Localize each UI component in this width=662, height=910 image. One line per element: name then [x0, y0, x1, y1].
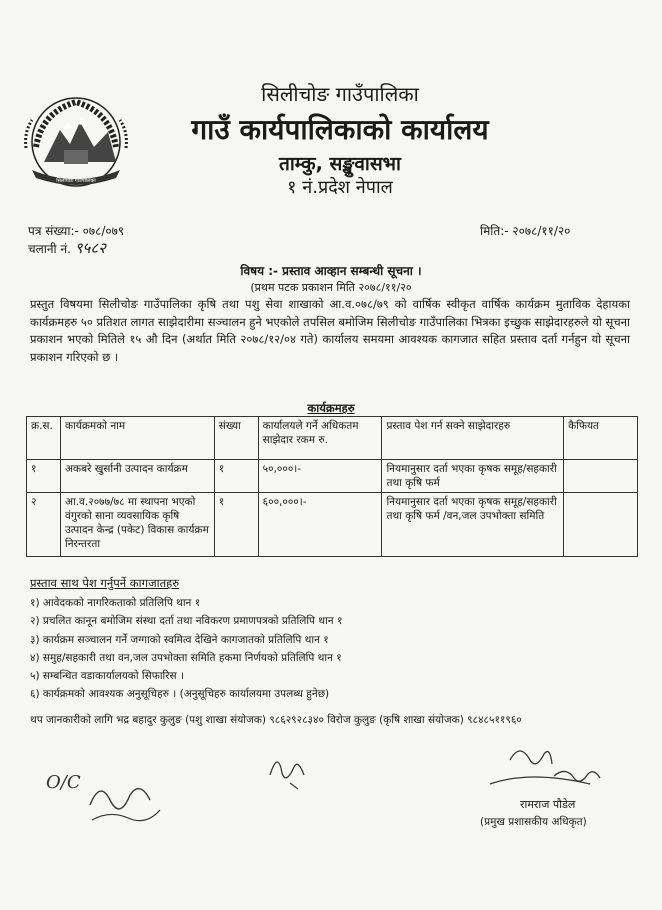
- dispatch-value: ९५८२: [74, 239, 106, 257]
- documents-list: [30, 594, 342, 704]
- notice-subject: विषय :- प्रस्ताव आव्हान सम्बन्धी सूचना ।: [240, 264, 422, 278]
- office-name: गाउँ कार्यपालिकाको कार्यालय: [191, 113, 489, 146]
- notice-body: प्रस्तुत विषयमा सिलीचोङ गाउँपालिका कृषि तथा पशु सेवा शाखाको आ.व.०७८/७९ को वार्षिक स्वीकृत वार्षिक कार्यक्रम मुताविक देहायका कार्यक्रमहरु ५० प्रतिशत लागत साझेदारीमा सञ्चालन हुने भएकोले तपसिल बमोजिम सिलीचोङ गाउँपालिका भित्रका इच्छुक साझेदारहरुले यो सूचना प्रकाशन भएको मितिले १५ औ दिन (अर्थात मिति २०७८/१२/०४ गते) कार्यालय समयमा आवश्यक कागजात सहित प्रस्ताव दर्ता गर्नहुन यो सूचना प्रकाशन गरिएको छ ।: [30, 297, 630, 364]
- cell-count: १: [214, 460, 258, 493]
- reference-number: पत्र संख्या:- ०७८/०७९: [28, 224, 125, 238]
- col-header-amount: कार्यालयले गर्ने अधिकतम साझेदार रकम रु.: [258, 417, 382, 460]
- officer-signature: [470, 740, 620, 800]
- initial-signature: [260, 745, 320, 795]
- nepal-emblem-logo: [22, 92, 130, 194]
- col-header-partners: प्रस्ताव पेश गर्न सक्ने साझेदारहरु: [382, 417, 564, 460]
- cell-partners: नियमानुसार दर्ता भएका कृषक समूह/सहकारी तथा कृषि फर्म: [382, 460, 564, 493]
- svg-text:O/C: O/C: [46, 772, 81, 793]
- list-item: ५) सम्बन्धित वडाकार्यालयको सिफारिस ।: [30, 670, 184, 683]
- cell-program: अकबरे खुर्सानी उत्पादन कार्यक्रम: [60, 460, 214, 493]
- province-name: १ नं.प्रदेश नेपाल: [287, 177, 393, 198]
- list-item: ३) कार्यक्रम सञ्चालन गर्ने जग्गाको स्वमित्व देखिने कागजातको प्रतिलिपि थान १: [30, 633, 329, 646]
- signatory-title: (प्रमुख प्रशासकीय अधिकृत): [480, 816, 587, 828]
- contact-info: थप जानकारीको लागि भद्र बहादुर कुलुङ (पशु शाखा संयोजक) ९८६२९२८३४० विरोज कुलुङ (कृषि शाखा संयोजक) ९८४८५११९६०: [30, 714, 522, 726]
- col-header-program: कार्यक्रमको नाम: [60, 417, 214, 460]
- dispatch-number: [28, 238, 106, 258]
- office-address: ताम्कु, सङ्खुवासभा: [279, 153, 401, 175]
- programs-table: [26, 416, 638, 557]
- cell-serial: २: [27, 493, 61, 557]
- col-header-remarks: कैफियत: [564, 417, 638, 460]
- col-header-count: संख्या: [214, 417, 258, 460]
- cell-serial: १: [27, 460, 61, 493]
- documents-title: प्रस्ताव साथ पेश गर्नुपर्ने कागजातहरु: [30, 576, 180, 590]
- list-item: ६) कार्यक्रमको आवश्यक अनुसूचिहरु । (अनुसूचिहरु कार्यालयमा उपलब्ध हुनेछ): [30, 688, 330, 701]
- cell-remarks: [564, 493, 638, 557]
- cell-amount: ६००,०००।-: [258, 493, 382, 557]
- list-item: १) आवेदकको नागरिकताको प्रतिलिपि थान १: [30, 597, 201, 609]
- cell-count: १: [214, 493, 258, 557]
- cell-remarks: [564, 460, 638, 493]
- list-item: ४) समुह/सहकारी तथा वन,जल उपभोक्ता समिति हकमा निर्णयको प्रतिलिपि थान १: [30, 651, 342, 664]
- col-header-serial: क्र.स.: [27, 417, 61, 460]
- table-header-row: [27, 417, 638, 460]
- table-row: [27, 460, 638, 493]
- cell-amount: ५०,०००।-: [258, 460, 382, 493]
- municipality-name: सिलीचोङ गाउँपालिका: [261, 82, 419, 106]
- svg-text:सिलीचोङ गाउँपालिका: सिलीचोङ गाउँपालिका: [56, 178, 96, 184]
- issue-date: मिति:- २०७८/११/२०: [480, 224, 571, 238]
- programs-table-title: कार्यक्रमहरु: [307, 401, 355, 415]
- cell-partners: नियमानुसार दर्ता भएका कृषक समूह/सहकारी तथा कृषि फर्म /वन,जल उपभोक्ता समिति: [382, 493, 564, 557]
- publication-note: (प्रथम पटक प्रकाशन मिति २०७८/११/२०: [250, 281, 412, 294]
- signatory-name: रामराज पौडेल: [520, 798, 576, 811]
- dispatch-label: चलानी नं.: [28, 242, 71, 256]
- cell-program: आ.व.२०७७/७८ मा स्थापना भएको वंगुरको साना व्यवसायिक कृषि उत्पादन केन्द्र (पकेट) विकास कार्यक्रम निरन्तरता: [60, 493, 214, 557]
- oc-handwritten-note: [40, 760, 170, 830]
- table-row: [27, 493, 638, 557]
- list-item: २) प्रचलित कानून बमोजिम संस्था दर्ता तथा नविकरण प्रमाणपत्रको प्रतिलिपि थान १: [30, 615, 343, 628]
